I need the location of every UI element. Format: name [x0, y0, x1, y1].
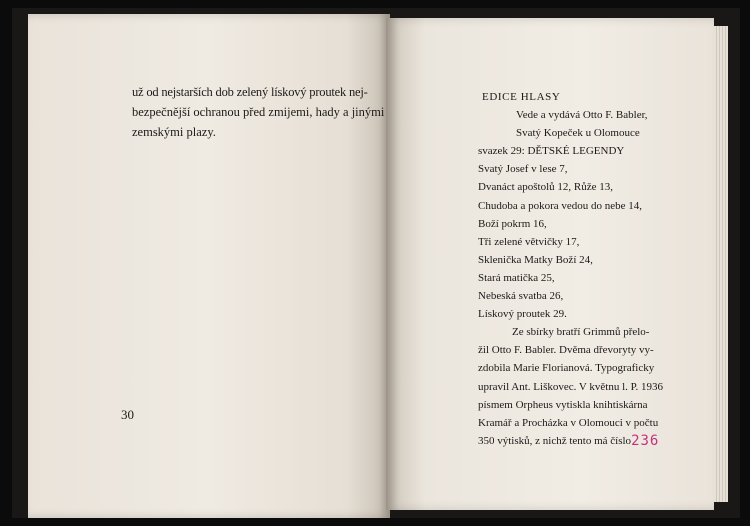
colophon-line: zdobila Marie Florianová. Typograficky — [478, 362, 655, 375]
publisher-line: Vede a vydává Otto F. Babler, — [516, 109, 648, 122]
colophon-last-line — [478, 432, 698, 450]
page-edges — [714, 26, 728, 502]
colophon-line: 350 výtisků, z nichž tento má číslo — [478, 434, 632, 447]
left-page — [28, 14, 390, 518]
contents-item: Chudoba a pokora vedou do nebe 14, — [478, 199, 643, 212]
text-line: zemskými plazy. — [132, 125, 216, 139]
colophon — [478, 88, 698, 450]
page-number: 30 — [121, 407, 134, 422]
edition-title: EDICE HLASY — [482, 91, 561, 103]
contents-item: Tři zelené větvičky 17, — [478, 235, 580, 248]
open-book — [12, 8, 740, 518]
publisher-line: Svatý Kopeček u Olomouce — [516, 127, 640, 140]
contents-item: Dvanáct apoštolů 12, Růže 13, — [478, 181, 614, 194]
contents-item: Svatý Josef v lese 7, — [478, 163, 568, 176]
colophon-line: žil Otto F. Babler. Dvěma dřevoryty vy- — [478, 344, 654, 357]
right-page — [386, 18, 714, 510]
colophon-line: Ze sbírky bratří Grimmů přelo- — [512, 326, 650, 339]
contents-item: Sklenička Matky Boží 24, — [478, 253, 593, 266]
volume-title: svazek 29: DĚTSKÉ LEGENDY — [478, 145, 625, 158]
text-line: bezpečnější ochranou před zmijemi, hady a jinými — [132, 105, 385, 119]
contents-item: Nebeská svatba 26, — [478, 290, 564, 303]
colophon-line: Kramář a Procházka v Olomouci v počtu — [478, 416, 659, 429]
text-line: už od nejstarších dob zelený lískový proutek nej- — [132, 85, 368, 99]
copy-number-stamp: 236 — [631, 432, 660, 449]
contents-item: Stará matička 25, — [478, 271, 555, 284]
colophon-line: upravil Ant. Liškovec. V květnu l. P. 1936 — [478, 380, 664, 393]
colophon-line: písmem Orpheus vytiskla knihtiskárna — [478, 398, 648, 411]
contents-item: Lískový proutek 29. — [478, 308, 567, 321]
contents-item: Boží pokrm 16, — [478, 217, 547, 230]
left-page-text — [132, 82, 388, 142]
